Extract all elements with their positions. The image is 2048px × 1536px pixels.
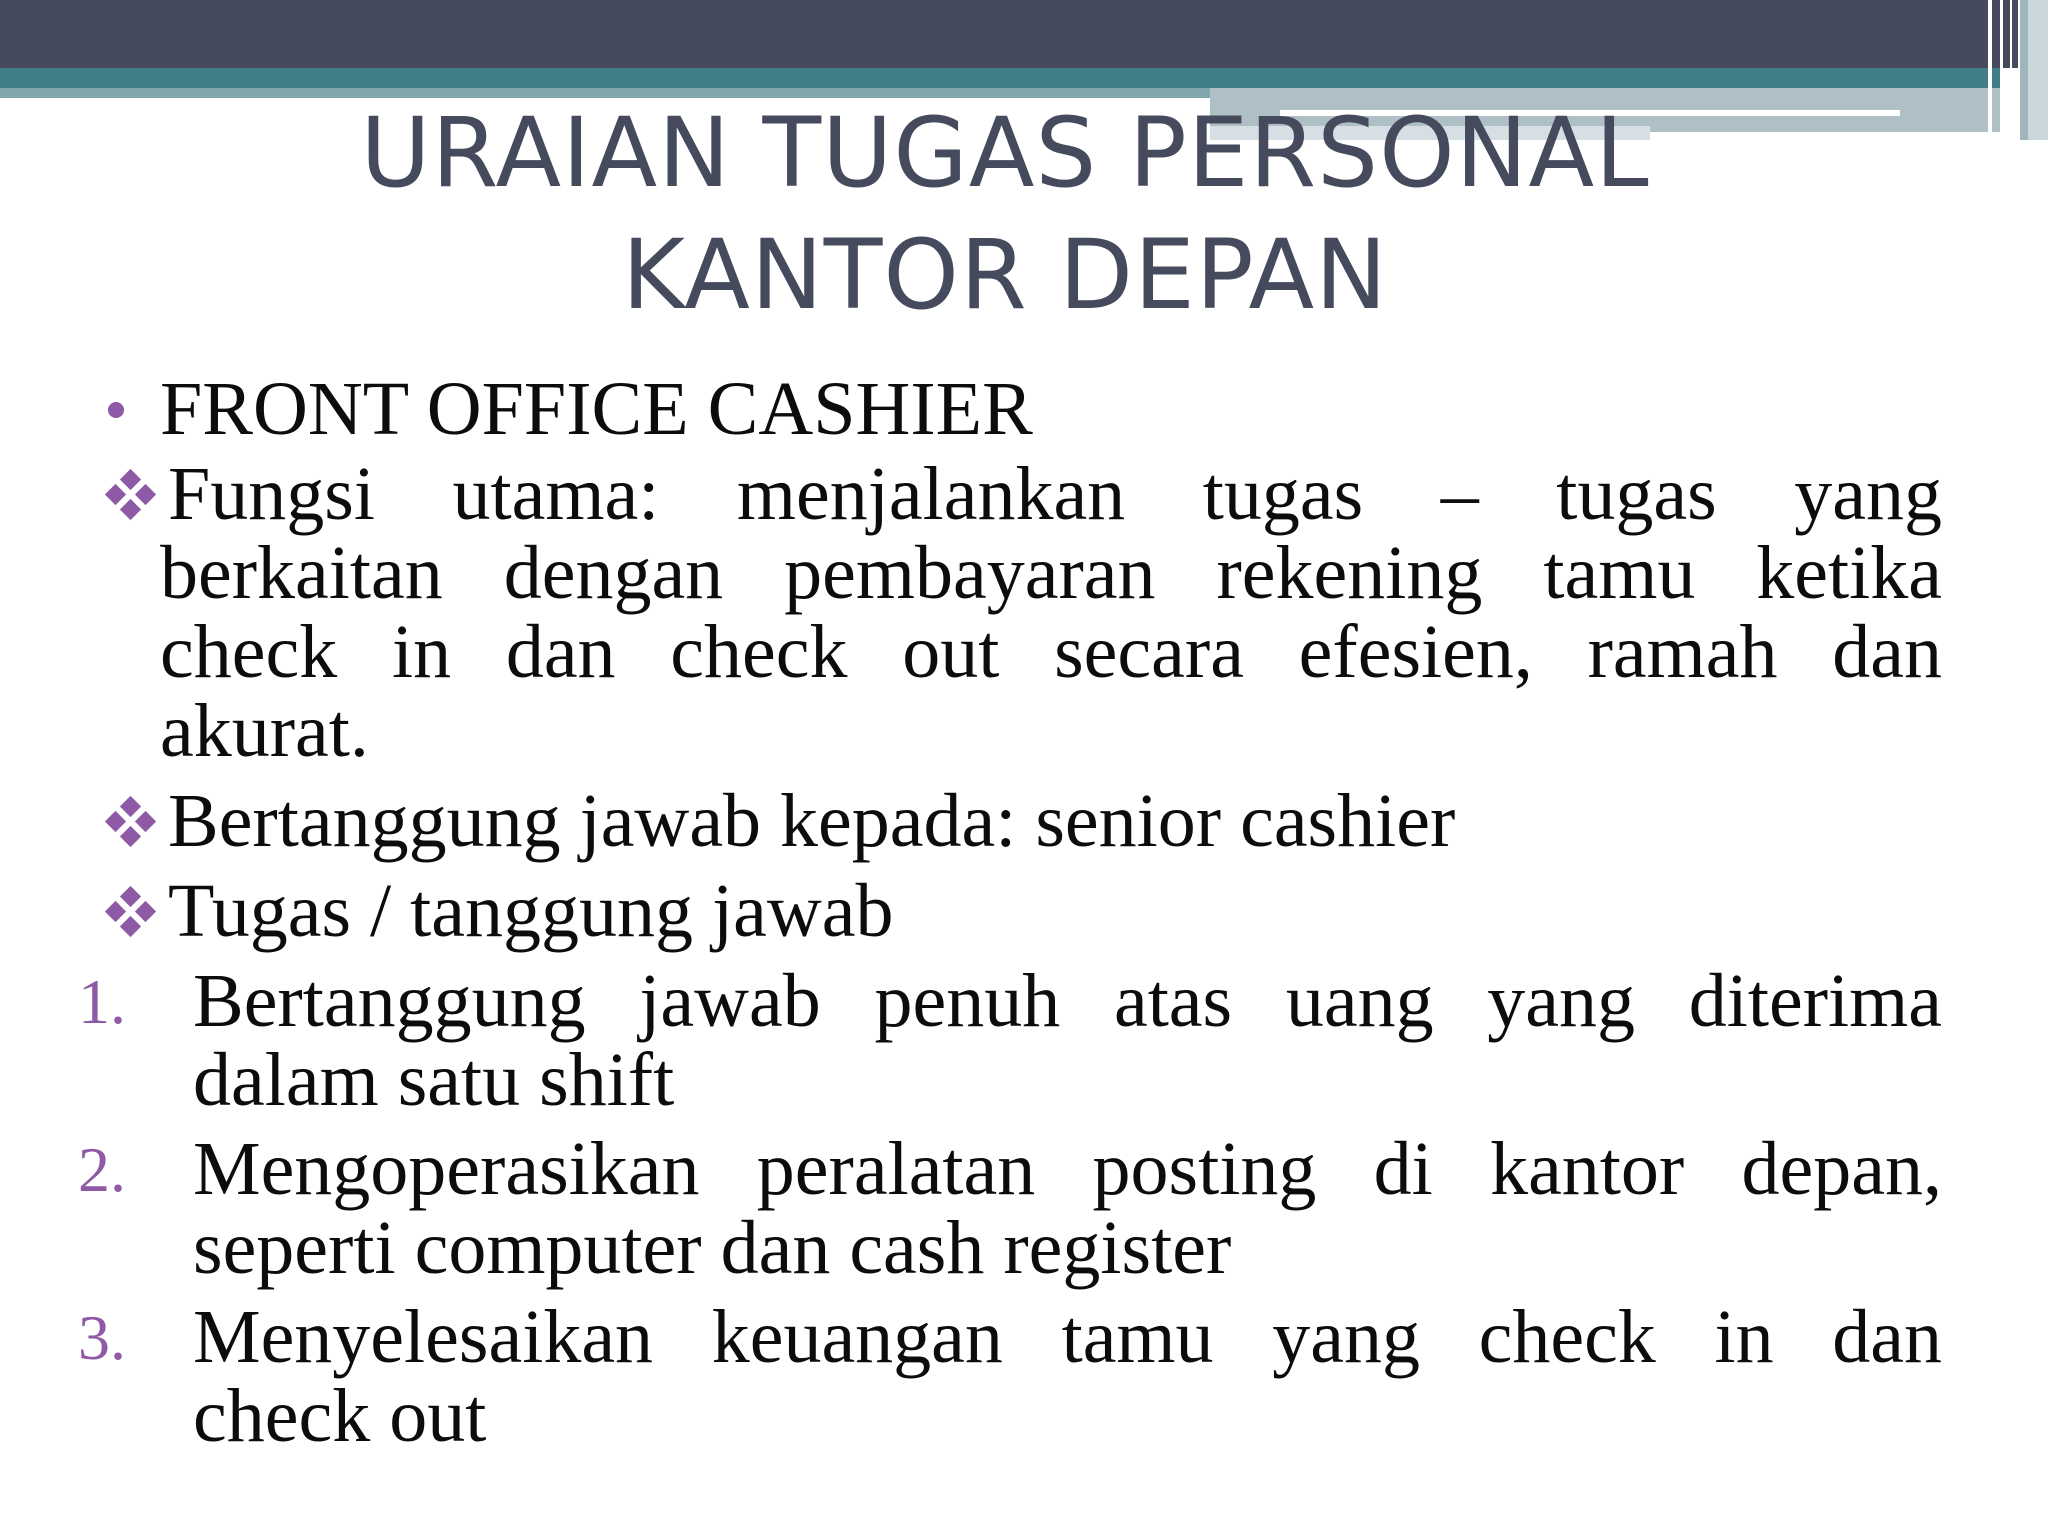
point-line: Fungsi utama: menjalankan tugas – tugas yang (168, 452, 1942, 536)
task-item (193, 1127, 1942, 1290)
bullet-dot-icon (108, 402, 124, 418)
header-band-dark (0, 0, 2048, 68)
task-number: 1. (78, 966, 126, 1037)
diamond-bullet-icon (104, 468, 158, 522)
task-line: dalam satu shift (193, 1038, 675, 1122)
diamond-bullet-icon (104, 885, 158, 939)
task-line: seperti computer dan cash register (193, 1206, 1232, 1290)
task-item (193, 1295, 1942, 1458)
task-line: Menyelesaikan keuangan tamu yang check in dan (193, 1295, 1942, 1379)
point-fungsi-utama (160, 452, 1942, 773)
task-item (193, 959, 1942, 1122)
task-line: Mengoperasikan peralatan posting di kantor depan, (193, 1127, 1942, 1211)
edge-stripe-light (2028, 0, 2048, 140)
task-number: 3. (78, 1302, 126, 1373)
point-line: berkaitan dengan pembayaran rekening tamu ketika (160, 531, 1942, 615)
point-tugas: Tugas / tanggung jawab (168, 869, 894, 953)
slide-title (0, 92, 2010, 336)
section-heading: FRONT OFFICE CASHIER (160, 367, 1033, 451)
edge-line (2018, 0, 2020, 140)
slide-title-line-2: KANTOR DEPAN (622, 219, 1388, 331)
point-bertanggung-jawab: Bertanggung jawab kepada: senior cashier (168, 779, 1456, 863)
slide-title-line-1: URAIAN TUGAS PERSONAL (360, 97, 1650, 209)
task-line: check out (193, 1374, 487, 1458)
task-line: Bertanggung jawab penuh atas uang yang diterima (193, 959, 1942, 1043)
task-number: 2. (78, 1134, 126, 1205)
point-line: check in dan check out secara efesien, ramah dan (160, 610, 1942, 694)
diamond-bullet-icon (104, 795, 158, 849)
header-band-teal (0, 68, 2000, 88)
point-line: akurat. (160, 689, 369, 773)
edge-line (2010, 0, 2012, 140)
